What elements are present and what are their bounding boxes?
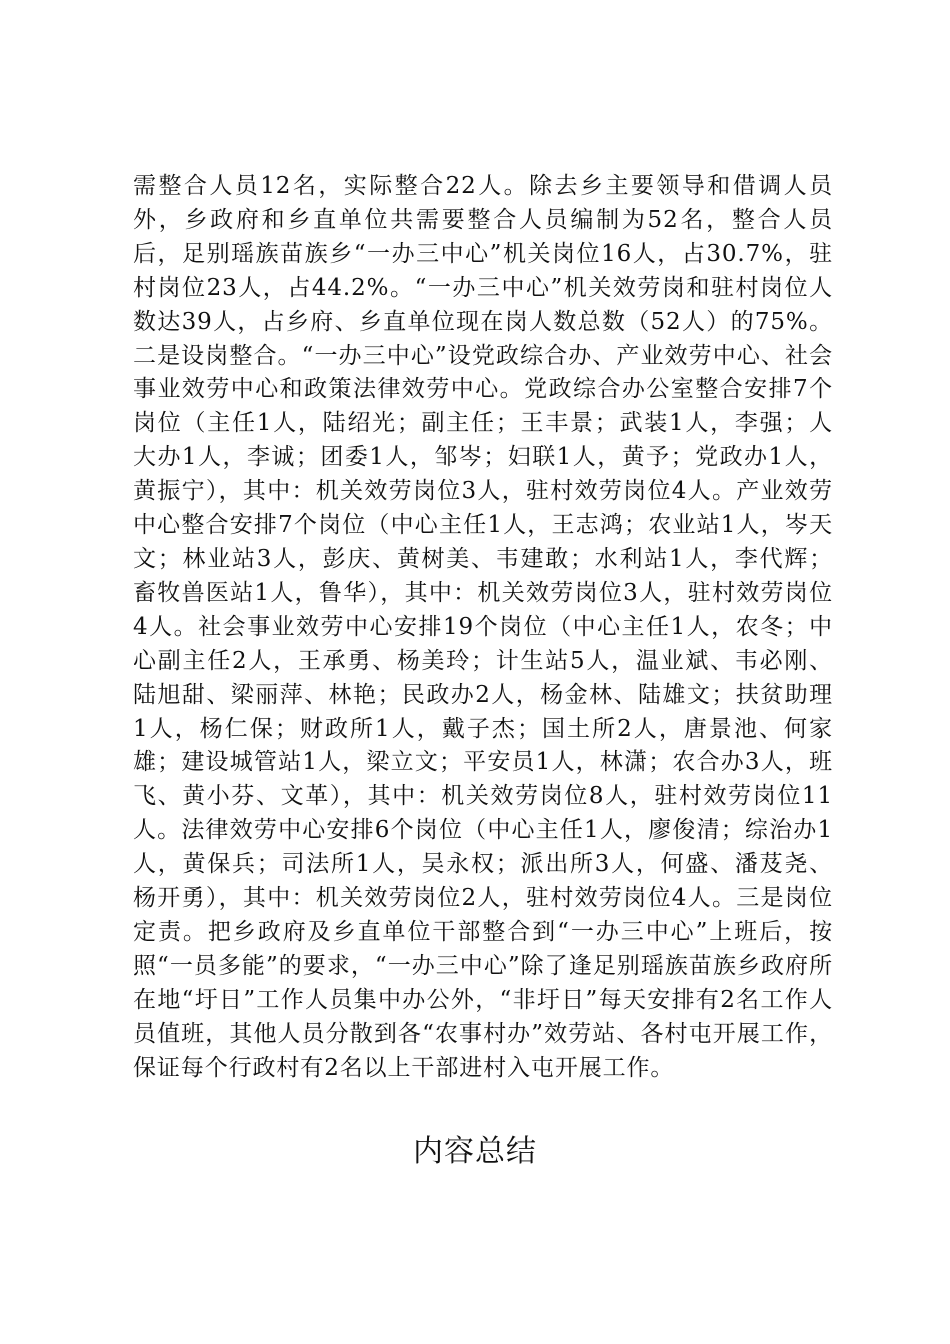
body-paragraph: 需整合人员12名，实际整合22人。除去乡主要领导和借调人员外，乡政府和乡直单位共需要整合人员编制为52名，整合人员后，足别瑶族苗族乡“一办三中心”机关岗位16人，占30.7%，驻村岗位23人，占44.2%。“一办三中心”机关效劳岗和驻村岗位人数达39人，占乡府、乡直单位现在岗人数总数（52人）的75%。二是设岗整合。“一办三中心”设党政综合办、产业效劳中心、社会事业效劳中心和政策法律效劳中心。党政综合办公室整合安排7个岗位（主任1人，陆绍光；副主任；王丰景；武装1人，李强；人大办1人，李诚；团委1人，邹岑；妇联1人，黄予；党政办1人，黄振宁），其中：机关效劳岗位3人，驻村效劳岗位4人。产业效劳中心整合安排7个岗位（中心主任1人，王志鸿；农业站1人，岑天文；林业站3人，彭庆、黄树美、韦建敢；水利站1人，李代辉；畜牧兽医站1人，鲁华），其中：机关效劳岗位3人，驻村效劳岗位4人。社会事业效劳中心安排19个岗位（中心主任1人，农冬；中心副主任2人，王承勇、杨美玲；计生站5人，温业斌、韦必刚、陆旭甜、梁丽萍、林艳；民政办2人，杨金林、陆雄文；扶贫助理1人，杨仁保；财政所1人，戴子杰；国土所2人，唐景池、何家雄；建设城管站1人，梁立文；平安员1人，林潇；农合办3人，班飞、黄小芬、文革），其中：机关效劳岗位8人，驻村效劳岗位11人。法律效劳中心安排6个岗位（中心主任1人，廖俊清；综治办1人，黄保兵；司法所1人，吴永权；派出所3人，何盛、潘芨尧、杨开勇），其中：机关效劳岗位2人，驻村效劳岗位4人。三是岗位定责。把乡政府及乡直单位干部整合到“一办三中心”上班后，按照“一员多能”的要求，“一办三中心”除了逢足别瑶族苗族乡政府所在地“圩日”工作人员集中办公外，“非圩日”每天安排有2名工作人员值班，其他人员分散到各“农事村办”效劳站、各村屯开展工作，保证每个行政村有2名以上干部进村入屯开展工作。 — [133, 173, 833, 1081]
summary-heading: 内容总结 — [413, 1134, 537, 1169]
